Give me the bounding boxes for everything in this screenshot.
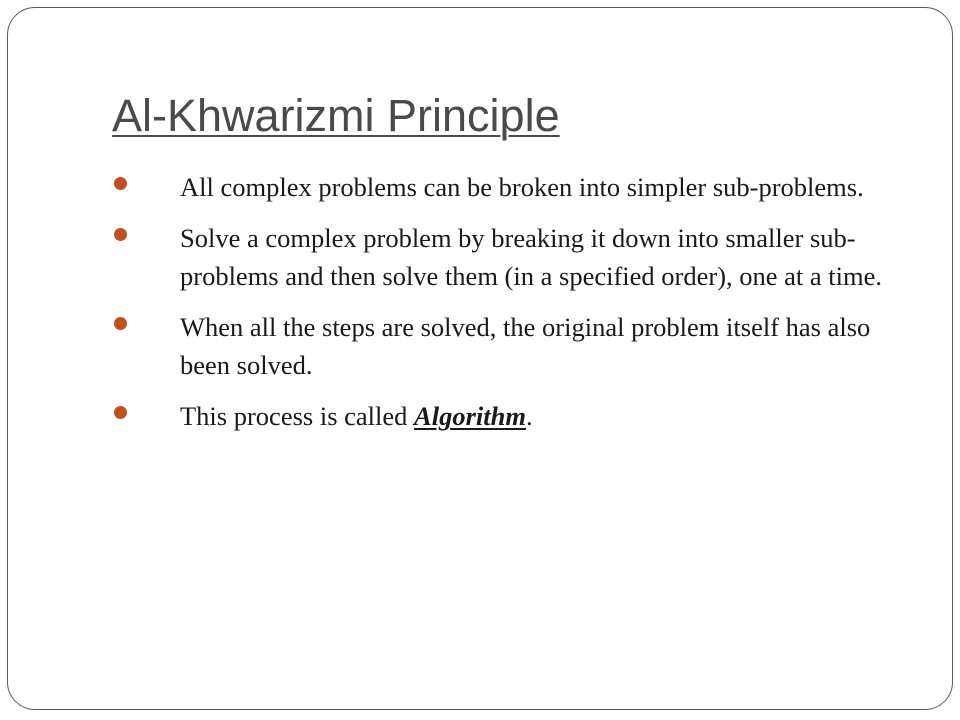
bullet-list [112, 168, 912, 448]
bullet-item [112, 397, 912, 435]
bullet-item [112, 308, 912, 384]
bullet-item [112, 168, 912, 206]
algorithm-term: Algorithm [414, 401, 526, 431]
bullet-text-after: . [525, 401, 533, 431]
bullet-dot-icon [114, 317, 127, 330]
bullet-text: When all the steps are solved, the original problem itself has also been solved. [180, 312, 871, 380]
bullet-dot-icon [114, 406, 127, 419]
bullet-text: Solve a complex problem by breaking it down into smaller sub-problems and then solve them (in a specified order), one at a time. [180, 223, 883, 291]
bullet-text: All complex problems can be broken into simpler sub-problems. [180, 172, 864, 202]
bullet-dot-icon [114, 177, 127, 190]
slide-title: Al-Khwarizmi Principle [112, 90, 560, 141]
bullet-dot-icon [114, 228, 127, 241]
bullet-item [112, 219, 912, 295]
bullet-text-before: This process is called [180, 401, 415, 431]
slide-frame [7, 7, 953, 710]
